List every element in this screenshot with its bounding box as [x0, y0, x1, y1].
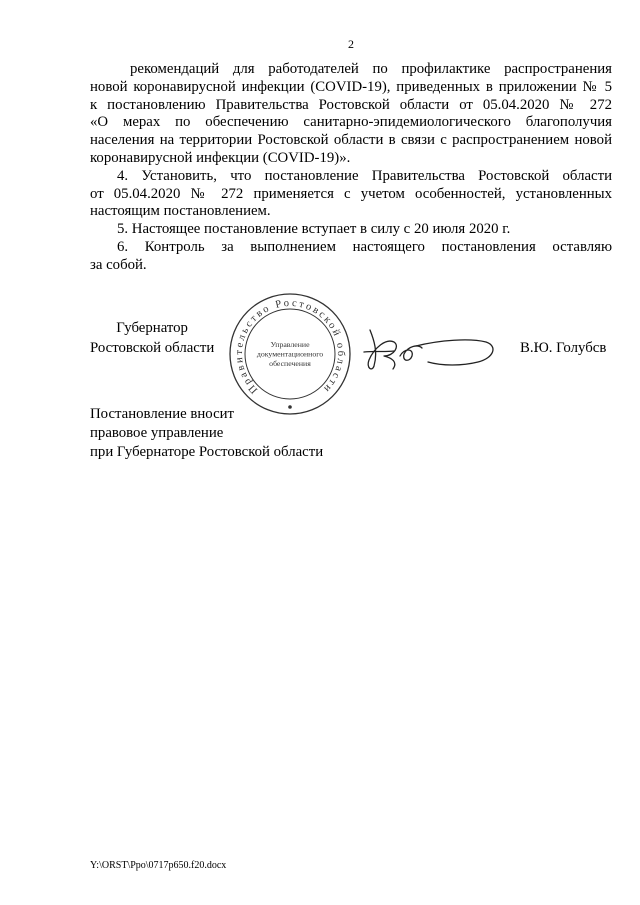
submitter-line: правовое управление — [90, 425, 224, 441]
official-seal-stamp — [226, 291, 354, 419]
body-line: 5. Настоящее постановление вступает в силу с 20 июля 2020 г. — [117, 221, 511, 238]
signature-stroke — [400, 346, 422, 360]
seal-inner-line: обеспечения — [269, 359, 311, 368]
signer-name: В.Ю. Голубсв — [520, 340, 607, 356]
page-number: 2 — [348, 37, 354, 51]
submitter-line: Постановление вносит — [90, 406, 235, 422]
body-line: новой коронавирусной инфекции (COVID-19), приведенных в приложении № 5 — [90, 78, 612, 95]
submitter-note — [90, 405, 323, 462]
seal-inner-line: документационного — [256, 349, 324, 359]
signature-stroke — [416, 340, 493, 365]
paragraph-item-4 — [90, 168, 612, 221]
paragraph-item-6 — [90, 239, 612, 275]
signature-stroke — [368, 330, 396, 369]
signatory-position-line: Губернатор — [116, 320, 188, 336]
paragraph-continuation — [90, 61, 612, 168]
signature-stroke — [364, 351, 394, 352]
footer-file-path: Y:\ORST\Ppo\0717p650.f20.docx — [90, 860, 227, 871]
handwritten-signature — [360, 322, 500, 378]
seal-ring-text-path: Правительство Ростовской области — [233, 297, 347, 396]
body-line: настоящим постановлением. — [90, 203, 271, 220]
body-line: 6. Контроль за выполнением настоящего постановления оставляю — [117, 238, 612, 255]
body-line: за собой. — [90, 256, 147, 273]
body-line: «О мерах по обеспечению санитарно-эпидемиологического благополучия — [90, 114, 612, 131]
paragraph-item-5 — [90, 221, 612, 239]
body-line: коронавирусной инфекции (COVID-19)». — [90, 149, 351, 166]
signatory-position-line: Ростовской области — [90, 340, 215, 356]
submitter-line: при Губернаторе Ростовской области — [90, 444, 324, 460]
body-line: 4. Установить, что постановление Правительства Ростовской области — [117, 167, 612, 184]
body-text — [90, 61, 612, 275]
body-line: к постановлению Правительства Ростовской области от 05.04.2020 № 272 — [90, 96, 612, 113]
signatory-position — [90, 318, 214, 358]
body-line: населения на территории Ростовской области в связи с распространением новой — [90, 132, 612, 149]
body-line: рекомендаций для работодателей по профилактике распространения — [130, 61, 612, 77]
seal-inner-line: Управление — [270, 340, 310, 349]
body-line: от 05.04.2020 № 272 применяется с учетом особенностей, установленных — [90, 185, 612, 202]
